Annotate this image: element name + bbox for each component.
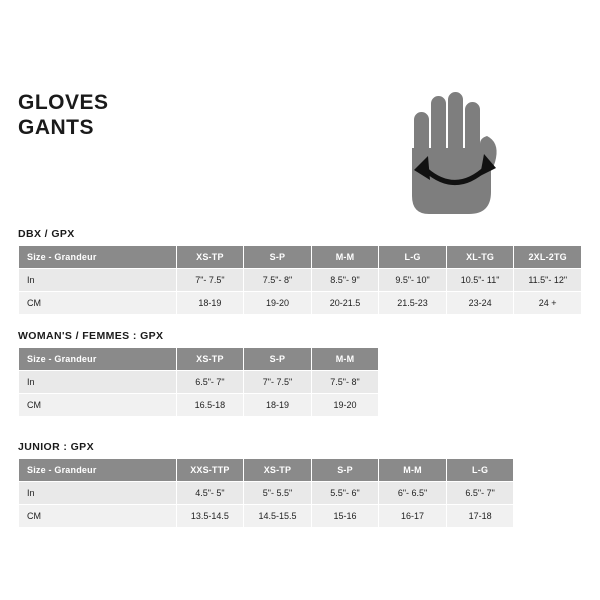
- cell: 24 +: [514, 292, 582, 315]
- table-row: [19, 269, 582, 292]
- table-header-row: [19, 246, 582, 269]
- cell: 5"- 5.5": [244, 482, 312, 505]
- row-label: CM: [19, 394, 177, 417]
- table-row: [19, 482, 582, 505]
- title-line-gants: GANTS: [18, 116, 94, 139]
- section-heading: DBX / GPX: [18, 228, 75, 240]
- column-header: M-M: [311, 246, 379, 269]
- column-header: XS-TP: [176, 246, 244, 269]
- cell: 18-19: [176, 292, 244, 315]
- cell: 18-19: [244, 394, 312, 417]
- title-line-gloves: GLOVES: [18, 91, 109, 114]
- spacer-cell: [379, 371, 582, 394]
- cell: 5.5"- 6": [311, 482, 379, 505]
- hand-measurement-illustration: [392, 78, 522, 228]
- cell: 7"- 7.5": [176, 269, 244, 292]
- cell: 4.5"- 5": [176, 482, 244, 505]
- column-header: XXS-TTP: [176, 459, 244, 482]
- cell: 16.5-18: [176, 394, 244, 417]
- cell: 6.5"- 7": [446, 482, 514, 505]
- table-row: [19, 505, 582, 528]
- column-header: M-M: [311, 348, 379, 371]
- column-header: L-G: [379, 246, 447, 269]
- cell: 14.5-15.5: [244, 505, 312, 528]
- cell: 13.5-14.5: [176, 505, 244, 528]
- cell: 10.5"- 11": [446, 269, 514, 292]
- column-header: Size - Grandeur: [19, 459, 177, 482]
- cell: 20-21.5: [311, 292, 379, 315]
- column-header: XL-TG: [446, 246, 514, 269]
- cell: 6"- 6.5": [379, 482, 447, 505]
- column-header: M-M: [379, 459, 447, 482]
- column-header: Size - Grandeur: [19, 348, 177, 371]
- cell: 7.5"- 8": [311, 371, 379, 394]
- size-table-junior-gpx: [18, 458, 582, 528]
- section-junior-gpx: [18, 441, 582, 528]
- cell: 8.5"- 9": [311, 269, 379, 292]
- cell: 7"- 7.5": [244, 371, 312, 394]
- column-header: S-P: [244, 246, 312, 269]
- column-header: 2XL-2TG: [514, 246, 582, 269]
- cell: 19-20: [311, 394, 379, 417]
- table-header-row: [19, 459, 582, 482]
- table-row: [19, 292, 582, 315]
- cell: 23-24: [446, 292, 514, 315]
- column-header: S-P: [244, 348, 312, 371]
- table-header-row: [19, 348, 582, 371]
- table-row: [19, 371, 582, 394]
- cell: 6.5"- 7": [176, 371, 244, 394]
- column-header: S-P: [311, 459, 379, 482]
- column-header: L-G: [446, 459, 514, 482]
- table-row: [19, 394, 582, 417]
- spacer-cell: [379, 348, 582, 371]
- section-dbx-gpx: [18, 228, 582, 315]
- row-label: CM: [19, 505, 177, 528]
- section-heading: WOMAN'S / FEMMES : GPX: [18, 330, 164, 342]
- hand-icon: [392, 78, 522, 228]
- spacer-cell: [514, 505, 582, 528]
- section-heading: JUNIOR : GPX: [18, 441, 94, 453]
- size-table-womans-gpx: [18, 347, 582, 417]
- column-header: XS-TP: [244, 459, 312, 482]
- section-womans-gpx: [18, 330, 582, 417]
- spacer-cell: [514, 482, 582, 505]
- spacer-cell: [514, 459, 582, 482]
- cell: 15-16: [311, 505, 379, 528]
- cell: 21.5-23: [379, 292, 447, 315]
- row-label: CM: [19, 292, 177, 315]
- column-header: XS-TP: [176, 348, 244, 371]
- cell: 19-20: [244, 292, 312, 315]
- cell: 7.5"- 8": [244, 269, 312, 292]
- cell: 11.5"- 12": [514, 269, 582, 292]
- size-table-dbx-gpx: [18, 245, 582, 315]
- cell: 16-17: [379, 505, 447, 528]
- row-label: In: [19, 371, 177, 394]
- page-title: [18, 90, 109, 140]
- spacer-cell: [379, 394, 582, 417]
- row-label: In: [19, 269, 177, 292]
- column-header: Size - Grandeur: [19, 246, 177, 269]
- row-label: In: [19, 482, 177, 505]
- cell: 9.5"- 10": [379, 269, 447, 292]
- cell: 17-18: [446, 505, 514, 528]
